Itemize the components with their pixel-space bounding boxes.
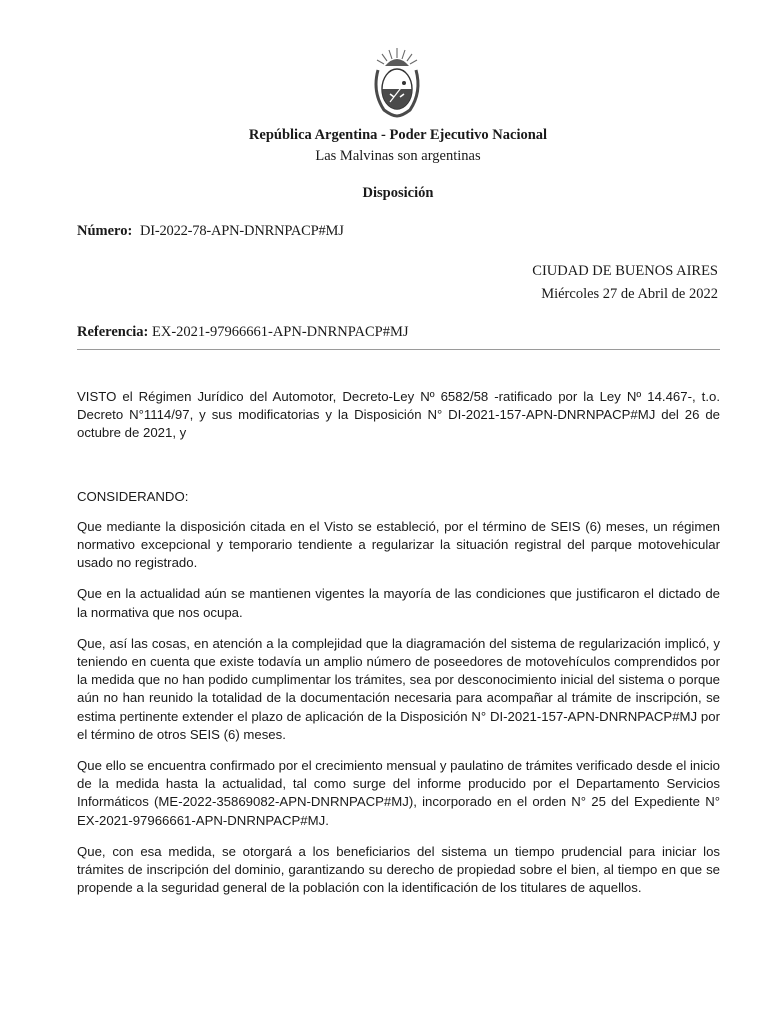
paragraph: Que ello se encuentra confirmado por el crecimiento mensual y paulatino de trámites verificado desde el inicio de la medida hasta la actualidad, tal como surge del informe producido por el Departamento Servicios Informáticos (ME-2022-35869082-APN-DNRNPACP#MJ), incorporado en el orden N° 25 del Expediente N° EX-2021-97966661-APN-DNRNPACP#MJ. xyxy=(77,758,720,828)
date: Miércoles 27 de Abril de 2022 xyxy=(541,286,718,302)
considerando-heading: CONSIDERANDO: xyxy=(77,488,189,504)
reference-label: Referencia: xyxy=(77,324,149,340)
motto: Las Malvinas son argentinas xyxy=(315,148,481,164)
coat-of-arms-icon xyxy=(368,44,426,120)
divider xyxy=(77,349,720,350)
document-number-value: DI-2022-78-APN-DNRNPACP#MJ xyxy=(139,223,344,239)
document-number xyxy=(77,223,344,240)
document-body xyxy=(77,388,720,910)
place: CIUDAD DE BUENOS AIRES xyxy=(532,263,718,279)
reference xyxy=(77,324,408,341)
paragraph: Que mediante la disposición citada en el Visto se estableció, por el término de SEIS (6) meses, un régimen normativo excepcional y temporario tendiente a regularizar la situación registral del parque motovehicular usado no registrado. xyxy=(77,518,720,571)
visto-paragraph: VISTO el Régimen Jurídico del Automotor, Decreto-Ley Nº 6582/58 -ratificado por la Ley Nº 14.467-, t.o. Decreto N°1114/97, y sus modificatorias y la Disposición N° DI-2021-157-APN-DNRNPACP#MJ del 26 de octubre de 2021, y xyxy=(77,389,720,441)
paragraph: Que, así las cosas, en atención a la complejidad que la diagramación del sistema de regularización implicó, y teniendo en cuenta que existe todavía un amplio número de poseedores de motovehículos comprendidos por la medida que no han podido cumplimentar los trámites, sea por desconocimiento inicial del sistema o porque aún no han reunido la totalidad de la documentación necesaria para acompañar al trámite de inscripción, se estima pertinente extender el plazo de aplicación de la Disposición N° DI-2021-157-APN-DNRNPACP#MJ por el término de otros SEIS (6) meses. xyxy=(77,635,720,742)
reference-value: EX-2021-97966661-APN-DNRNPACP#MJ xyxy=(152,324,409,340)
paragraph: Que en la actualidad aún se mantienen vigentes la mayoría de las condiciones que justificaron el dictado de la normativa que nos ocupa. xyxy=(77,586,720,620)
document-number-label: Número: xyxy=(77,223,133,239)
paragraph: Que, con esa medida, se otorgará a los beneficiarios del sistema un tiempo prudencial para iniciar los trámites de inscripción del dominio, garantizando su derecho de propiedad sobre el bien, al tiempo en que se propende a la seguridad general de la población con la identificación de los titulares de aquellos. xyxy=(77,843,720,896)
government-title: República Argentina - Poder Ejecutivo Nacional xyxy=(248,127,548,143)
document-type: Disposición xyxy=(362,185,434,201)
